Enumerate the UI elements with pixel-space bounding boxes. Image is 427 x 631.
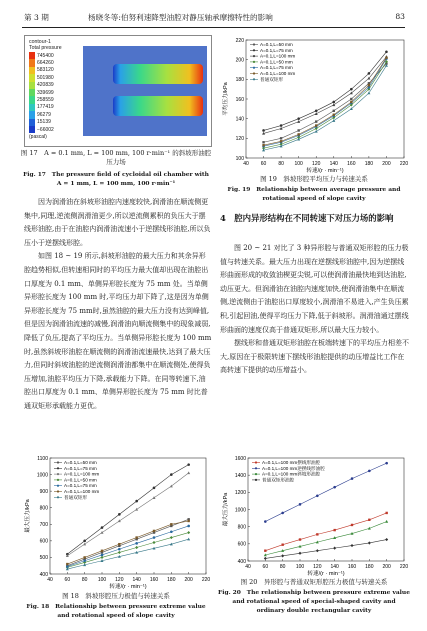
data-point <box>170 523 172 525</box>
legend-marker <box>253 72 255 74</box>
x-tick-label: 60 <box>64 577 71 583</box>
data-point <box>315 124 317 126</box>
fig19-caption-cn: 图 19 斜坡形腔平均压力与转速关系 <box>260 175 368 183</box>
fig17-contour-plot <box>24 35 212 147</box>
issue-number: 第 3 期 <box>24 13 49 22</box>
data-point <box>333 529 335 531</box>
x-tick-label: 220 <box>399 564 409 570</box>
data-point <box>332 103 335 106</box>
colorbar-swatch <box>29 59 35 66</box>
data-point <box>170 536 173 539</box>
colorbar-level <box>29 96 54 103</box>
data-point <box>385 51 388 54</box>
y-tick-label: 600 <box>237 541 246 548</box>
data-point <box>368 541 371 544</box>
data-point <box>297 133 299 135</box>
legend-label: A=0.1,L=100 mm <box>64 471 100 477</box>
legend-label: A=0.1,L=75 mm <box>64 483 97 489</box>
data-point <box>83 540 86 543</box>
fig20-caption-cn: 图 20 异形腔与普通双矩形腔压力极值与转速关系 <box>240 578 388 586</box>
legend-marker <box>253 67 255 69</box>
data-point <box>299 503 302 506</box>
y-tick-label: 800 <box>39 505 48 512</box>
x-tick-label: 140 <box>132 577 141 583</box>
data-point <box>315 110 318 113</box>
y-tick-label: 180 <box>235 77 244 84</box>
colorbar-swatch <box>29 52 35 59</box>
data-point <box>262 141 264 143</box>
fig17-legend-title: contour-1 Total pressure <box>29 39 62 51</box>
data-point <box>351 544 354 547</box>
data-point <box>118 548 121 551</box>
x-tick-label: 60 <box>262 564 269 570</box>
colorbar-label: 501980 <box>37 74 54 81</box>
colorbar-level <box>29 74 54 81</box>
colorbar-label: 420839 <box>37 82 54 89</box>
y-axis-label: 最大压力/kPa <box>223 492 229 527</box>
legend-marker <box>57 490 59 492</box>
data-point <box>368 519 370 521</box>
paragraph: 摆线形和普通双矩形油腔在板端转速下的平均压力相差不大,原因在于极限转速下摆线形油腔提供的动压增益比工作在高转速下提供的动压增益小。 <box>220 339 409 375</box>
data-point <box>101 550 103 552</box>
data-point <box>385 520 388 523</box>
colorbar-label: 339699 <box>37 89 54 96</box>
data-point <box>153 496 156 499</box>
legend-label: A=0.1,L=75 mm <box>64 465 97 471</box>
fig17-caption-en: Fig. 17 The pressure field of cycloidal oil chamber with A = 1 mm, L = 100 mm, 100 r·min⁻¹ <box>23 171 209 187</box>
colorbar-swatch <box>29 74 35 81</box>
data-point <box>280 137 282 139</box>
x-tick-label: 80 <box>81 577 88 583</box>
data-point <box>101 554 104 557</box>
fig18-caption-cn: 图 18 斜坡形腔压力极值与转速关系 <box>62 592 170 600</box>
data-point <box>187 538 190 541</box>
legend-marker <box>57 467 59 469</box>
x-tick-label: 60 <box>260 161 267 167</box>
data-point <box>264 550 266 552</box>
data-point <box>153 536 156 539</box>
x-axis-label: 转速/(r · min⁻¹) <box>307 571 345 577</box>
data-point <box>170 530 173 533</box>
data-point <box>153 530 155 532</box>
legend-label: A=0.1,L=100 mm <box>260 71 296 76</box>
y-tick-label: 400 <box>237 558 246 565</box>
data-point <box>332 101 335 104</box>
legend-marker <box>57 461 59 463</box>
data-point <box>135 546 138 549</box>
x-tick-label: 100 <box>294 161 303 167</box>
colorbar-swatch <box>29 111 35 118</box>
data-point <box>332 119 335 122</box>
y-tick-label: 200 <box>235 57 244 64</box>
fig19-chart <box>220 34 410 174</box>
y-tick-label: 800 <box>237 524 246 531</box>
fig17-pressure-field <box>83 46 207 136</box>
colorbar-label: 745400 <box>37 52 54 59</box>
data-point <box>135 536 137 538</box>
data-point <box>135 500 138 503</box>
data-point <box>264 557 267 560</box>
right-body-text <box>220 242 410 378</box>
data-point <box>101 556 104 559</box>
y-tick-label: 900 <box>39 488 48 495</box>
colorbar-level <box>29 89 54 96</box>
x-tick-label: 40 <box>47 577 53 583</box>
x-tick-label: 200 <box>382 161 391 167</box>
colorbar-swatch <box>29 126 35 133</box>
colorbar-level <box>29 126 54 133</box>
data-point <box>368 72 371 75</box>
data-point <box>118 543 120 545</box>
data-point <box>351 524 353 526</box>
colorbar-label: 15139 <box>37 119 51 126</box>
legend-label: A=0.1,L=75 mm <box>260 65 293 71</box>
colorbar-label: 177419 <box>37 104 54 111</box>
x-tick-label: 160 <box>347 564 357 570</box>
data-point <box>316 549 319 552</box>
y-tick-label: 1000 <box>234 507 246 514</box>
paragraph: 图 20 ~ 21 对比了 3 种异形腔与普通双矩形腔的压力极值与转速关系。最大压力出现在逆摆线形油腔中,因为逆摆线形曲面形成的收敛油楔更尖锐,可以使润滑油最快地到达油腔,动压更大。但润滑油在油腔内速度加快,使润滑油集中在顺流侧,逆流侧由于油腔出口厚度较小,润滑油不易进入,产生负压累积,引起回油,使得平均压力下降,低于斜坡形。润滑油通过摆线形曲面的速度仅高于普通双矩形,所以最大压力较小。 <box>220 244 409 334</box>
legend-marker <box>57 479 59 481</box>
data-point <box>299 552 302 555</box>
data-point <box>101 526 104 529</box>
x-tick-label: 80 <box>278 161 284 167</box>
legend-label: A=0.1,L=50 mm <box>260 59 293 65</box>
data-point <box>135 508 138 511</box>
legend-label: 普通双矩形 <box>260 76 283 82</box>
colorbar-swatch <box>29 104 35 111</box>
data-point <box>315 120 317 122</box>
data-point <box>368 84 370 86</box>
legend-label: 普通双矩形油腔 <box>262 477 295 483</box>
fig18-chart <box>22 452 212 590</box>
x-tick-label: 200 <box>184 577 193 583</box>
fig20-chart <box>220 452 410 577</box>
legend-marker <box>253 78 255 80</box>
y-tick-label: 1600 <box>234 455 246 462</box>
data-point <box>280 140 282 142</box>
x-tick-label: 160 <box>347 161 356 167</box>
colorbar-label: 664260 <box>37 60 54 67</box>
data-point <box>315 130 318 133</box>
data-point <box>118 513 121 516</box>
legend-marker <box>57 496 59 498</box>
x-tick-label: 40 <box>243 161 249 167</box>
y-tick-label: 700 <box>39 522 48 529</box>
data-point <box>118 519 121 522</box>
colorbar-label: −66002 <box>37 126 54 133</box>
fig19-caption-en: Fig. 19 Relationship between average pressure and rotational speed of slope cavity <box>227 186 401 202</box>
x-tick-label: 200 <box>382 564 391 570</box>
paragraph: 因为润滑油在斜坡形油腔内速度较快,润滑油在顺流侧更集中,同理,逆流侧润滑油更少,所以逆流侧累积的负压大于摆线形油腔,由于在油腔内润滑油流速小于逆摆线形油腔,所以负压小于逆摆线形腔。 <box>24 198 211 247</box>
legend-label: A=0.1,L=75 mm <box>260 47 293 53</box>
colorbar-swatch <box>29 96 35 103</box>
y-tick-label: 600 <box>39 538 48 545</box>
data-point <box>350 88 353 91</box>
y-tick-label: 220 <box>235 37 244 44</box>
data-point <box>280 124 283 127</box>
data-point <box>297 129 299 131</box>
x-tick-label: 160 <box>149 577 159 583</box>
data-point <box>83 556 85 558</box>
y-tick-label: 1400 <box>234 472 246 479</box>
legend-marker <box>255 461 257 463</box>
data-point <box>262 129 265 132</box>
data-point <box>83 543 86 546</box>
x-tick-label: 180 <box>364 161 374 167</box>
x-tick-label: 180 <box>365 564 374 570</box>
data-point <box>297 117 300 120</box>
data-point <box>281 543 283 545</box>
legend-label: A=0.1,L=100 mm <box>260 53 296 59</box>
legend-marker <box>57 473 59 475</box>
data-point <box>333 110 335 112</box>
y-tick-label: 500 <box>39 555 48 562</box>
legend-marker <box>255 479 257 481</box>
x-tick-label: 220 <box>399 161 409 167</box>
legend-label: A=0.1,L=100 mm逆摆线形油腔 <box>262 465 325 471</box>
data-point <box>66 563 68 565</box>
data-point <box>262 144 264 146</box>
colorbar-swatch <box>29 67 35 74</box>
series-line <box>265 522 386 555</box>
y-tick-label: 1000 <box>36 472 48 479</box>
colorbar-level <box>29 59 54 66</box>
data-point <box>350 98 352 100</box>
colorbar-level <box>29 119 54 126</box>
legend-label: A=0.1,L=100 mm摆线形油腔 <box>262 460 321 465</box>
colorbar-swatch <box>29 119 35 126</box>
fig20-caption-en: Fig. 20 The relationship between pressure extreme value and rotational speed of special-shaped cavity and ordinary double rectangular cavity <box>218 589 410 614</box>
x-tick-label: 120 <box>312 161 321 167</box>
y-tick-label: 120 <box>235 136 244 143</box>
x-tick-label: 80 <box>279 564 286 570</box>
colorbar-label: 258559 <box>37 97 54 104</box>
x-tick-label: 120 <box>313 564 322 570</box>
data-point <box>101 531 104 534</box>
page-number: 83 <box>395 12 405 21</box>
x-tick-label: 220 <box>201 577 211 583</box>
y-tick-label: 100 <box>235 155 244 162</box>
data-point <box>333 547 336 550</box>
paragraph: 如图 18 ~ 19 所示,斜坡形油腔的最大压力和其余异形腔趋势相似,但转速相同时的平均压力最大值却出现在油腔出口厚度为 0.1 mm、单侧异形腔长度为 75 mm 处。当单侧异形腔长度为 100 mm 时,平均压力却下降了,这是因为单侧异形腔长度为 75 mm时,虽然油腔的最大压力没有达到峰值,但是因为润滑油流速的减慢,润滑油向顺流侧集中的现象减弱,降低了负压,提高了平均压力。当单侧异形腔长度为 100 mm 时,虽然斜坡形油腔在顺流侧的润滑油流速最快,达到了最大压力,但同时斜坡油腔的逆流侧润滑油都集中在顺流侧处,使得负压增加,油腔平均压力下降,承载能力下降。在同等转速下,油腔出口厚度为 0.1 mm、单侧异形腔长度为 75 mm 时比普通双矩形承载能力更优。 <box>24 252 212 410</box>
colorbar-swatch <box>29 82 35 89</box>
data-point <box>299 538 301 540</box>
legend-marker <box>255 467 257 469</box>
header-rule <box>22 27 405 28</box>
data-point <box>316 533 318 535</box>
colorbar-level <box>29 52 54 59</box>
legend-label: A=0.1,L=100 mm斜坡形油腔 <box>262 471 321 477</box>
fig17-caption-cn: 图 17 A = 0.1 mm, L = 100 mm, 100 r·min⁻¹ 的斜坡形油腔压力场 <box>20 149 212 166</box>
y-tick-label: 400 <box>39 571 48 578</box>
data-point <box>281 512 284 515</box>
legend-marker <box>57 485 59 487</box>
running-title: 杨晓冬等:伯努利速降型油腔对静压轴承摩擦特性的影响 <box>88 13 273 22</box>
data-point <box>385 512 387 514</box>
data-point <box>153 541 156 544</box>
data-point <box>333 486 336 489</box>
data-point <box>385 57 387 59</box>
legend-label: 普通双矩形 <box>64 494 87 500</box>
fig17-unit: (pascal) <box>29 134 47 140</box>
legend-marker <box>255 473 257 475</box>
y-axis-label: 平均压力/kPa <box>223 82 229 116</box>
data-point <box>385 538 388 541</box>
legend-label: A=0.1,L=50 mm <box>64 477 97 483</box>
data-point <box>153 487 156 490</box>
y-tick-label: 140 <box>235 116 244 123</box>
colorbar-label: 96279 <box>37 111 51 118</box>
colorbar-swatch <box>29 89 35 96</box>
data-point <box>135 542 138 545</box>
colorbar-label: 583120 <box>37 67 54 74</box>
x-tick-label: 40 <box>245 564 251 570</box>
x-tick-label: 100 <box>97 577 107 583</box>
data-point <box>351 477 354 480</box>
colorbar-level <box>29 82 54 89</box>
x-tick-label: 100 <box>295 564 305 570</box>
data-point <box>187 531 190 534</box>
data-point <box>350 101 352 103</box>
data-point <box>385 462 388 465</box>
y-tick-label: 160 <box>235 96 244 103</box>
data-point <box>368 470 371 473</box>
colorbar-level <box>29 111 54 118</box>
legend-label: A=0.1,L=50 mm <box>260 42 293 47</box>
x-tick-label: 180 <box>167 577 176 583</box>
x-tick-label: 140 <box>330 564 339 570</box>
legend-marker <box>253 61 255 63</box>
data-point <box>333 114 335 116</box>
data-point <box>187 471 190 474</box>
legend-marker <box>253 55 255 57</box>
y-axis-label: 最大压力/kPa <box>25 499 31 533</box>
legend-marker <box>253 43 255 45</box>
data-point <box>187 525 190 528</box>
data-point <box>187 463 190 466</box>
data-point <box>264 520 267 523</box>
legend-label: A=0.1,L=50 mm <box>64 460 97 465</box>
data-point <box>118 551 121 554</box>
data-point <box>281 554 284 557</box>
colorbar-level <box>29 104 54 111</box>
x-tick-label: 120 <box>115 577 124 583</box>
colorbar-level <box>29 67 54 74</box>
left-body-text <box>24 196 212 414</box>
data-point <box>170 473 173 476</box>
x-axis-label: 转速/(r · min⁻¹) <box>306 168 344 174</box>
data-point <box>187 520 189 522</box>
x-axis-label: 转速/(r · min⁻¹) <box>109 584 147 590</box>
x-tick-label: 140 <box>329 161 338 167</box>
section-heading: 4 腔内异形结构在不同转速下对压力场的影响 <box>220 213 394 223</box>
fig18-caption-en: Fig. 18 Relationship between pressure extreme value and rotational speed of slope cavity <box>26 603 206 619</box>
y-tick-label: 1200 <box>234 490 246 497</box>
legend-marker <box>253 49 255 51</box>
fig17-colorbar <box>29 52 54 133</box>
y-tick-label: 1100 <box>37 455 48 462</box>
legend-label: A=0.1,L=100 mm <box>64 489 100 494</box>
data-point <box>83 559 86 562</box>
data-point <box>316 494 319 497</box>
